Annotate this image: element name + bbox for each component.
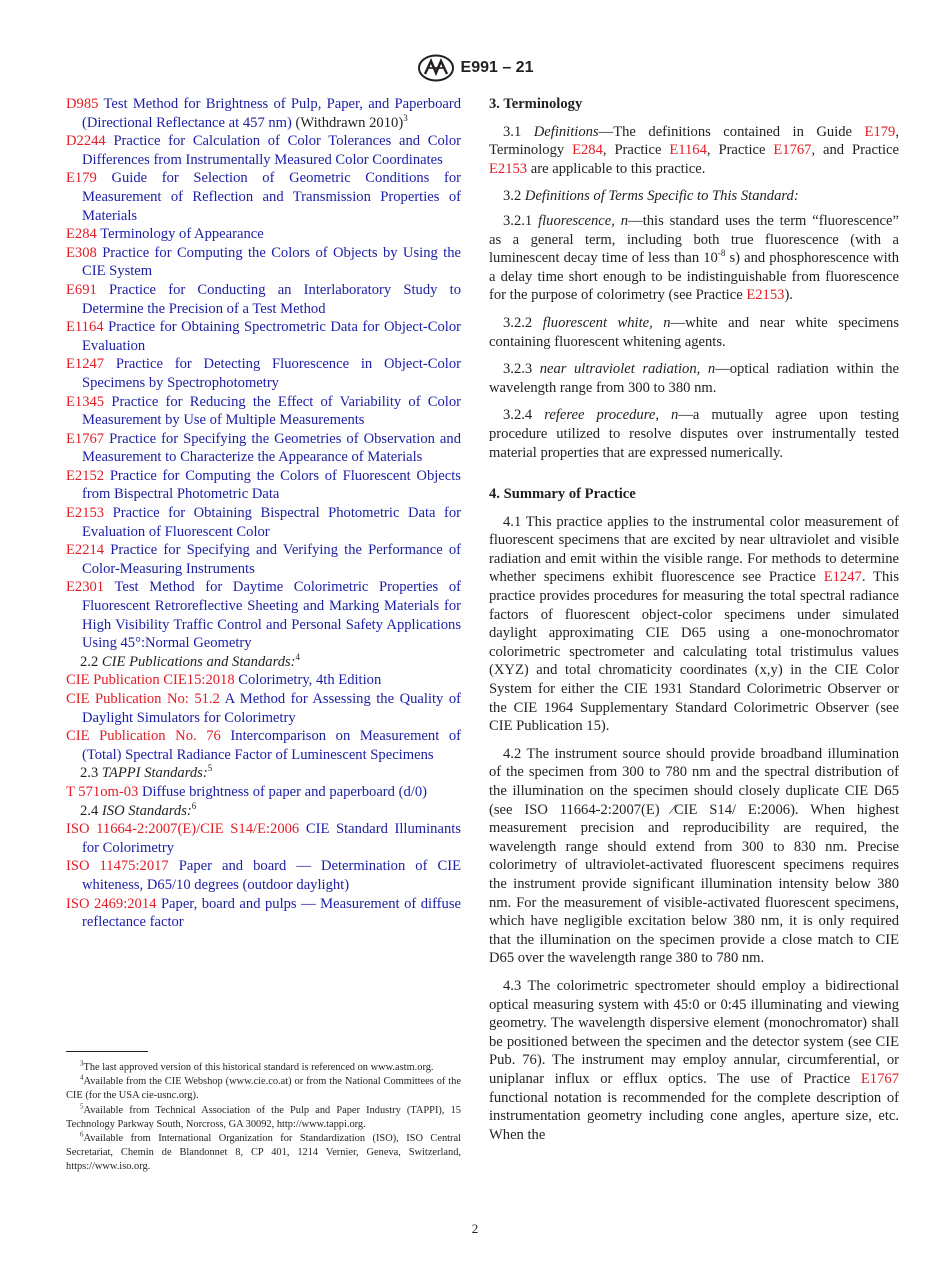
- reference-entry: [66, 467, 461, 504]
- cie-standards-heading: 2.2 CIE Publications and Standards:$^4$: [80, 651, 301, 670]
- reference-entry: [66, 690, 461, 727]
- reference-entry: [66, 430, 461, 467]
- footnote-text: The last approved version of this historical standard is referenced on www.astm.org.: [83, 1062, 434, 1073]
- reference-code-link[interactable]: D985: [66, 96, 99, 112]
- footnote-entry: [66, 1061, 461, 1075]
- reference-code-link[interactable]: ISO 11664-2:2007(E)/CIE S14/E:2006: [66, 821, 300, 838]
- standard-designation: E991 – 21: [460, 58, 534, 76]
- reference-entry: [66, 95, 461, 132]
- reference-title-link[interactable]: CIE Standard Illuminants for Colorimetry: [82, 821, 461, 856]
- reference-code-link[interactable]: E2153: [66, 505, 105, 522]
- reference-code-link[interactable]: ISO 2469:2014: [66, 895, 157, 912]
- ref-link[interactable]: E1767: [860, 1070, 899, 1087]
- reference-code-link[interactable]: ISO 11475:2017: [66, 858, 169, 875]
- footnotes: [66, 1061, 461, 1175]
- footnote-number: 5: [80, 1102, 84, 1111]
- reference-entry: [66, 895, 461, 932]
- reference-entry: [66, 244, 461, 281]
- reference-entry: [66, 820, 461, 857]
- para-3-2-3: 3.2.3 near ultraviolet radiation, n—optical radiation within the wavelength range from 300 to 380 nm.: [489, 361, 899, 396]
- para-3-2-4: 3.2.4 referee procedure, n—a mutually agree upon testing procedure utilized to resolve disputes over instrumentally tested material properties that are expressed numerically.: [489, 407, 899, 461]
- iso-references-list: [66, 820, 461, 932]
- para-4-2: 4.2 The instrument source should provide broadband illumination of the specimen from 300 to 780 nm and the spectral distribution of the illumination on the specimen should closely duplicate CIE D65 (see ISO 11664-2:2007(E) ⁄CIE S14/ E:2006). When highest measurement precision and reproducibility are required, the wavelength range should extend from 300 to 830 nm. Precise colorimetry of ultraviolet-activated fluorescent specimens requires the instrument provide significant illumination intensity below 380 nm. For the measurement of visible-activated fluorescent specimens, which have negligible excitation below 380 nm, it is only required that the illumination on the specimen provide a close match to CIE D65 over the wavelength range 380 to 780 nm.: [489, 745, 899, 967]
- iso-standards-heading: 2.4 ISO Standards:$^6$: [80, 800, 197, 819]
- reference-code-link[interactable]: E2301: [66, 579, 105, 596]
- page-header: [0, 52, 950, 84]
- reference-code-link[interactable]: E1164: [66, 319, 104, 336]
- ref-link[interactable]: E1767: [773, 142, 812, 159]
- footnote-text: Available from the CIE Webshop (www.cie.co.at) or from the National Committees of the CIE (for the USA cie-usnc.org).: [66, 1076, 461, 1102]
- para-4-1: 4.1 This practice applies to the instrumental color measurement of fluorescent specimens that are excited by near ultraviolet and visible radiation and emit within the visible range. For methods to determine whether specimens exhibit fluorescence see Practice E1247. This practice provides procedures for measuring the total spectral radiance factors of fluorescent object-color specimens under simulated daylight approximating CIE D65 using a one-monochromator colorimetric spectrometer and calculating total tristimulus values (XYZ) and total chromaticity coordinates (x,y) in the CIE Color System for either the CIE 1931 Standard Colorimetric Observer or the CIE 1964 Supplementary Standard Colorimetric Observer (see CIE Publication 15).: [489, 513, 899, 735]
- footnote-entry: [66, 1075, 461, 1103]
- reference-entry: [66, 318, 461, 355]
- reference-entry: [66, 857, 461, 894]
- para-3-1: 3.1 Definitions—The definitions contained in Guide E179, Terminology E284, Practice E1164, Practice E1767, and Practice E2153 are applicable to this practice.: [489, 123, 899, 177]
- footnote-marker: 3: [403, 112, 408, 123]
- reference-entry: [66, 578, 461, 652]
- footnote-entry: [66, 1132, 461, 1175]
- reference-title-link[interactable]: Practice for Computing the Colors of Objects by Using the CIE System: [82, 244, 461, 280]
- reference-code-link[interactable]: E284: [66, 226, 97, 243]
- page-number: 2: [471, 1221, 479, 1236]
- reference-title-link[interactable]: Paper and board — Determination of CIE whiteness, D65/10 degrees (outdoor daylight): [82, 858, 461, 893]
- reference-code-link[interactable]: E1345: [66, 393, 105, 410]
- ref-link[interactable]: E284: [572, 142, 603, 159]
- reference-title-link[interactable]: Practice for Specifying and Verifying the Performance of Color-Measuring Instruments: [82, 542, 461, 577]
- reference-entry: [66, 541, 461, 578]
- reference-title-link[interactable]: Practice for Computing the Colors of Fluorescent Objects from Bispectral Photometric Data: [82, 467, 461, 503]
- reference-title-link[interactable]: Practice for Calculation of Color Tolerances and Color Differences from Instrumentally Measured Color Coordinates: [82, 133, 461, 168]
- reference-title-link[interactable]: Terminology of Appearance: [100, 226, 264, 243]
- reference-title-link[interactable]: Diffuse brightness of paper and paperboard (d/0): [141, 783, 427, 800]
- reference-code-link[interactable]: E2152: [66, 467, 105, 484]
- reference-entry: [66, 132, 461, 169]
- footnote-divider: [66, 1051, 148, 1052]
- reference-title-link[interactable]: Practice for Conducting an Interlaboratory Study to Determine the Precision of a Test Method: [82, 281, 461, 317]
- reference-title-link[interactable]: Practice for Specifying the Geometries of Observation and Measurement to Characterize the Appearance of Materials: [82, 430, 461, 466]
- footnote-text: Available from International Organization for Standardization (ISO), ISO Central Secretariat, Chemin de Blandonnet 8, CP 401, 1214 Vernier, Geneva, Switzerland, https://www.iso.org.: [66, 1133, 461, 1173]
- right-column: [489, 95, 899, 1153]
- reference-title-link[interactable]: Practice for Detecting Fluorescence in Object-Color Specimens by Spectrophotometry: [82, 356, 462, 391]
- reference-code-link[interactable]: E691: [66, 281, 97, 298]
- reference-title-link[interactable]: Colorimetry, 4th Edition: [238, 672, 382, 689]
- footnote-number: 3: [80, 1059, 84, 1068]
- reference-title-link[interactable]: Intercomparison on Measurement of (Total) Spectral Radiance Factor of Luminescent Specimens: [82, 728, 461, 763]
- reference-code-link[interactable]: E1247: [66, 356, 105, 373]
- ref-link[interactable]: E1164: [669, 142, 707, 159]
- reference-code-link[interactable]: T 571om-03: [66, 783, 139, 800]
- footnote-entry: [66, 1104, 461, 1132]
- footnote-number: 4: [80, 1073, 84, 1082]
- para-4-3: 4.3 The colorimetric spectrometer should employ a bidirectional optical measuring system with 45:0 or 0:45 illuminating and viewing geometry. The wavelength dispersive element (monochromator) shall be positioned between the specimen and the detector system (see CIE Pub. 76). The instrument may employ annular, circumferential, or uniplanar influx or efflux optics. The use of Practice E1767 functional notation is recommended for the complete description of instrumentation geometry including cone angles, aperture size, etc. When the: [489, 977, 899, 1143]
- left-column: [66, 95, 461, 932]
- reference-entry: [66, 671, 461, 690]
- ref-link[interactable]: E2153: [746, 287, 785, 304]
- reference-entry: [66, 225, 461, 244]
- reference-title-link[interactable]: Practice for Obtaining Spectrometric Data for Object-Color Evaluation: [82, 319, 461, 354]
- cie-references-list: [66, 671, 461, 764]
- section-3-heading: 3. Terminology: [489, 96, 583, 112]
- reference-entry: [66, 281, 461, 318]
- reference-entry: [66, 783, 461, 802]
- para-3-2-1: 3.2.1 fluorescence, n—this standard uses the term “fluorescence” as a general term, including both true fluorescence (with a luminescent decay time of less than $10^{-8}$ s) and phosphorescence with a delay time short enough to be indistinguishable from fluorescence for the purpose of colorimetry (see Practice E2153).: [489, 212, 899, 304]
- reference-title-link[interactable]: A Method for Assessing the Quality of Daylight Simulators for Colorimetry: [82, 691, 461, 726]
- reference-title-link[interactable]: Test Method for Daytime Colorimetric Properties of Fluorescent Retroreflective Sheeting and Marking Materials for High Visibility Traffic Control and Personal Safety Applications Using 45°:Normal Geometry: [82, 579, 461, 652]
- reference-code-link[interactable]: E308: [66, 244, 97, 261]
- reference-title-link[interactable]: Paper, board and pulps — Measurement of diffuse reflectance factor: [82, 895, 461, 931]
- reference-code-link[interactable]: E179: [66, 170, 97, 187]
- reference-title-link[interactable]: Test Method for Brightness of Pulp, Paper, and Paperboard (Directional Reflectance at 457 nm): [82, 96, 461, 131]
- section-4-heading: 4. Summary of Practice: [489, 486, 636, 503]
- referenced-documents-list: [66, 95, 461, 653]
- para-3-2: 3.2 Definitions of Terms Specific to This Standard:: [503, 188, 799, 205]
- reference-code-link[interactable]: CIE Publication CIE15:2018: [66, 672, 235, 689]
- reference-entry: [66, 393, 461, 430]
- reference-entry: [66, 727, 461, 764]
- reference-entry: [66, 169, 461, 225]
- footnote-text: Available from Technical Association of the Pulp and Paper Industry (TAPPI), 15 Technology Parkway South, Norcross, GA 30092, http://www.tappi.org.: [66, 1104, 461, 1130]
- astm-logo-icon: [417, 54, 455, 82]
- ref-link[interactable]: E2153: [489, 160, 528, 177]
- reference-code-link[interactable]: CIE Publication No: 51.2: [66, 691, 220, 707]
- reference-code-link[interactable]: E1767: [66, 430, 105, 447]
- reference-code-link[interactable]: D2244: [66, 133, 106, 150]
- ref-link[interactable]: E179: [864, 123, 896, 140]
- reference-title-link[interactable]: Practice for Reducing the Effect of Variability of Color Measurement by Use of Multiple Measurements: [82, 393, 462, 429]
- para-3-2-2: 3.2.2 fluorescent white, n—white and near white specimens containing fluorescent whitening agents.: [489, 314, 899, 350]
- reference-code-link[interactable]: CIE Publication No. 76: [66, 728, 221, 745]
- ref-link[interactable]: E1247: [823, 569, 862, 586]
- reference-entry: [66, 355, 461, 392]
- footnote-number: 6: [80, 1130, 84, 1139]
- tappi-references-list: [66, 783, 461, 802]
- tappi-standards-heading: 2.3 TAPPI Standards:$^5$: [80, 763, 213, 782]
- reference-code-link[interactable]: E2214: [66, 542, 105, 559]
- reference-title-link[interactable]: Guide for Selection of Geometric Conditions for Measurement of Reflection and Transmission Properties of Materials: [82, 170, 461, 224]
- reference-entry: [66, 504, 461, 541]
- reference-note: (Withdrawn 2010): [291, 114, 404, 131]
- reference-title-link[interactable]: Practice for Obtaining Bispectral Photometric Data for Evaluation of Fluorescent Color: [82, 505, 461, 540]
